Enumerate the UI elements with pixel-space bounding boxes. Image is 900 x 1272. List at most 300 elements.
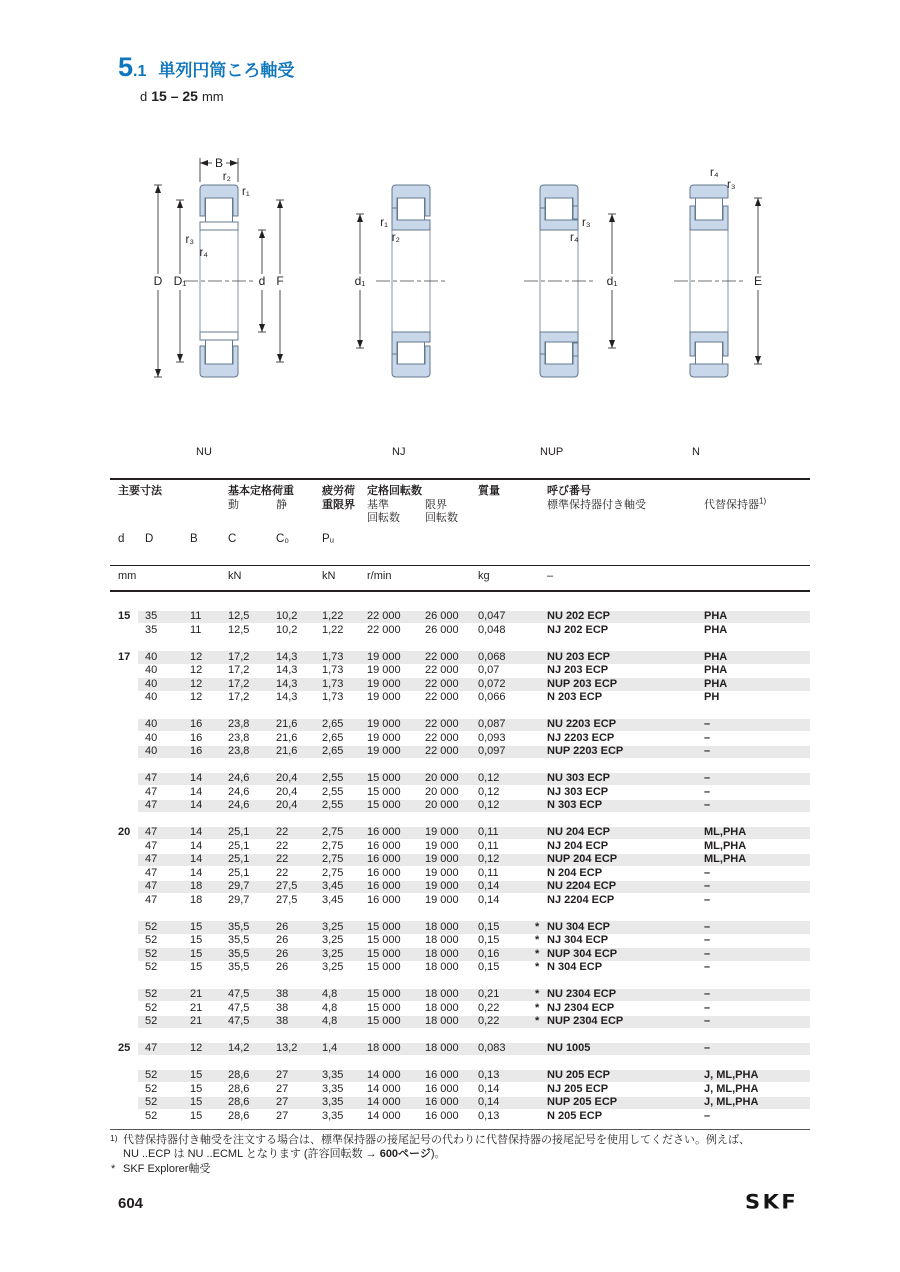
cell-ref-speed: 16 000 xyxy=(367,853,401,865)
cell-alt-cage: ML,PHA xyxy=(704,853,747,865)
cell-ref-speed: 15 000 xyxy=(367,988,401,1000)
cell-fatigue-Pu: 4,8 xyxy=(322,988,338,1000)
cell-static-C0: 38 xyxy=(276,1001,289,1014)
cell-mass: 0,07 xyxy=(478,664,500,676)
cell-fatigue-Pu: 2,55 xyxy=(322,799,344,811)
bore-unit: mm xyxy=(201,89,224,104)
cell-ref-speed: 15 000 xyxy=(367,947,401,960)
footnote-1-line-2-post: )。 xyxy=(430,1148,446,1160)
subheader-lim-speed-1: 限界 xyxy=(425,498,447,511)
cell-static-C0: 10,2 xyxy=(276,610,298,622)
cell-fatigue-Pu: 2,65 xyxy=(322,718,344,730)
cell-static-C0: 14,3 xyxy=(276,650,298,663)
table-row xyxy=(110,880,810,894)
footnote-1-line-2 xyxy=(123,1147,830,1161)
cell-static-C0: 27,5 xyxy=(276,880,298,892)
dim-label-r3: r₃ xyxy=(185,234,194,246)
table-row xyxy=(110,786,810,800)
cell-designation: NU 203 ECP xyxy=(547,650,610,663)
cell-bore-d: 20 xyxy=(118,826,131,838)
cell-static-C0: 20,4 xyxy=(276,772,298,784)
cell-lim-speed: 18 000 xyxy=(425,1042,459,1054)
cell-designation: NU 202 ECP xyxy=(547,610,610,622)
cell-ref-speed: 14 000 xyxy=(367,1082,401,1095)
table-row xyxy=(110,988,810,1002)
cell-dynamic-C: 12,5 xyxy=(228,623,250,636)
cell-mass: 0,21 xyxy=(478,988,500,1000)
cell-mass: 0,097 xyxy=(478,745,506,757)
table-row xyxy=(110,691,810,705)
cell-explorer-star: * xyxy=(535,934,540,946)
cell-ref-speed: 16 000 xyxy=(367,880,401,892)
row-group xyxy=(110,988,810,1029)
cell-width-B: 21 xyxy=(190,988,203,1000)
table-header-rule xyxy=(110,590,810,592)
section-number: 5 xyxy=(118,52,134,82)
table-row xyxy=(110,853,810,867)
cell-static-C0: 21,6 xyxy=(276,745,298,757)
cell-outer-D: 52 xyxy=(145,934,158,946)
cell-outer-D: 47 xyxy=(145,785,158,798)
cell-designation: NJ 2204 ECP xyxy=(547,893,615,906)
cell-static-C0: 22 xyxy=(276,839,289,852)
table-top-rule xyxy=(110,478,810,480)
cell-dynamic-C: 28,6 xyxy=(228,1096,250,1108)
cell-width-B: 14 xyxy=(190,866,203,879)
cell-explorer-star: * xyxy=(535,961,540,973)
cell-alt-cage: – xyxy=(704,1015,711,1027)
cell-outer-D: 52 xyxy=(145,947,158,960)
table-row xyxy=(110,1110,810,1124)
skf-logo: SKF xyxy=(745,1190,799,1214)
cell-fatigue-Pu: 3,25 xyxy=(322,920,344,933)
table-row xyxy=(110,678,810,692)
cell-static-C0: 10,2 xyxy=(276,623,298,636)
cell-fatigue-Pu: 3,35 xyxy=(322,1082,344,1095)
cell-lim-speed: 22 000 xyxy=(425,745,459,757)
cell-width-B: 15 xyxy=(190,961,203,973)
row-group xyxy=(110,1042,810,1056)
cell-designation: N 204 ECP xyxy=(547,866,603,879)
cell-dynamic-C: 35,5 xyxy=(228,934,250,946)
cell-dynamic-C: 35,5 xyxy=(228,920,250,933)
table-row xyxy=(110,745,810,759)
cell-alt-cage: – xyxy=(704,1042,711,1054)
cell-outer-D: 52 xyxy=(145,961,158,973)
cell-dynamic-C: 14,2 xyxy=(228,1042,250,1054)
cell-explorer-star: * xyxy=(535,1015,540,1027)
cell-ref-speed: 19 000 xyxy=(367,650,401,663)
cell-outer-D: 40 xyxy=(145,718,158,730)
cell-width-B: 14 xyxy=(190,799,203,811)
cell-outer-D: 47 xyxy=(145,1042,158,1054)
dim-label-r4: r₄ xyxy=(199,247,208,259)
cell-static-C0: 22 xyxy=(276,826,289,838)
cell-static-C0: 14,3 xyxy=(276,677,298,690)
explorer-star-marker: * xyxy=(111,1163,116,1175)
cell-designation: NU 2304 ECP xyxy=(547,988,617,1000)
table-row xyxy=(110,664,810,678)
cell-mass: 0,22 xyxy=(478,1015,500,1027)
unit-dash: – xyxy=(547,570,554,582)
cell-mass: 0,15 xyxy=(478,920,500,933)
diagram-caption-n: N xyxy=(692,446,700,458)
cell-designation: NU 205 ECP xyxy=(547,1069,610,1081)
section-number-sub: .1 xyxy=(133,63,147,80)
cell-dynamic-C: 17,2 xyxy=(228,650,250,663)
cell-width-B: 15 xyxy=(190,1069,203,1081)
bearing-diagram-nup xyxy=(520,148,640,420)
cell-alt-cage: PHA xyxy=(704,650,728,663)
dim-label-r3: r₃ xyxy=(582,217,591,229)
cell-width-B: 16 xyxy=(190,718,203,730)
cell-fatigue-Pu: 3,25 xyxy=(322,947,344,960)
cell-designation: N 304 ECP xyxy=(547,961,603,973)
cell-designation: NJ 2203 ECP xyxy=(547,731,615,744)
row-group xyxy=(110,718,810,759)
cell-fatigue-Pu: 2,65 xyxy=(322,731,344,744)
cell-mass: 0,11 xyxy=(478,826,499,838)
cell-width-B: 21 xyxy=(190,1001,203,1014)
cell-fatigue-Pu: 2,75 xyxy=(322,853,344,865)
table-row xyxy=(110,1015,810,1029)
cell-lim-speed: 16 000 xyxy=(425,1069,459,1081)
cell-lim-speed: 18 000 xyxy=(425,961,459,973)
cell-mass: 0,087 xyxy=(478,718,506,730)
cell-static-C0: 27 xyxy=(276,1069,289,1081)
cell-lim-speed: 18 000 xyxy=(425,1015,459,1027)
cell-static-C0: 27 xyxy=(276,1109,289,1122)
cell-alt-cage: – xyxy=(704,961,711,973)
cell-dynamic-C: 28,6 xyxy=(228,1109,250,1122)
unit-rmin: r/min xyxy=(367,570,392,582)
table-row xyxy=(110,948,810,962)
cell-designation: NU 2204 ECP xyxy=(547,880,617,892)
cell-ref-speed: 19 000 xyxy=(367,664,401,676)
symbol-Pu: Pᵤ xyxy=(322,533,335,545)
cell-outer-D: 52 xyxy=(145,988,158,1000)
cell-dynamic-C: 23,8 xyxy=(228,718,250,730)
cell-fatigue-Pu: 2,55 xyxy=(322,772,344,784)
cell-fatigue-Pu: 1,22 xyxy=(322,610,344,622)
cell-outer-D: 40 xyxy=(145,677,158,690)
cell-mass: 0,093 xyxy=(478,731,506,744)
cell-designation: N 205 ECP xyxy=(547,1109,603,1122)
diagram-caption-nj: NJ xyxy=(392,446,406,458)
cell-fatigue-Pu: 4,8 xyxy=(322,1001,338,1014)
table-row xyxy=(110,610,810,624)
col-header-mass: 質量 xyxy=(478,485,500,497)
dim-label-d1: d₁ xyxy=(606,274,618,288)
cell-static-C0: 22 xyxy=(276,866,289,879)
cell-width-B: 21 xyxy=(190,1015,203,1027)
cell-width-B: 15 xyxy=(190,934,203,946)
row-group xyxy=(110,826,810,907)
cell-ref-speed: 18 000 xyxy=(367,1042,401,1054)
cell-mass: 0,16 xyxy=(478,947,500,960)
cell-ref-speed: 19 000 xyxy=(367,718,401,730)
subheader-standard-cage: 標準保持器付き軸受 xyxy=(547,498,646,511)
cell-dynamic-C: 17,2 xyxy=(228,677,250,690)
page-number: 604 xyxy=(118,1195,144,1212)
dim-label-d1: d₁ xyxy=(354,274,366,288)
col-header-alt-cage xyxy=(704,496,766,512)
cell-outer-D: 35 xyxy=(145,610,158,622)
dim-label-d: d xyxy=(258,274,266,288)
cell-ref-speed: 15 000 xyxy=(367,920,401,933)
col-header-dimensions: 主要寸法 xyxy=(118,485,162,497)
cell-mass: 0,066 xyxy=(478,691,506,703)
cell-ref-speed: 16 000 xyxy=(367,893,401,906)
cell-ref-speed: 15 000 xyxy=(367,961,401,973)
cell-designation: NUP 205 ECP xyxy=(547,1096,618,1108)
cell-ref-speed: 15 000 xyxy=(367,785,401,798)
cell-ref-speed: 15 000 xyxy=(367,772,401,784)
cell-ref-speed: 15 000 xyxy=(367,1015,401,1027)
cell-fatigue-Pu: 1,73 xyxy=(322,650,344,663)
cell-fatigue-Pu: 1,22 xyxy=(322,623,344,636)
cell-width-B: 18 xyxy=(190,893,203,906)
cell-outer-D: 52 xyxy=(145,1001,158,1014)
dim-label-r2: r₂ xyxy=(391,232,400,244)
cell-width-B: 12 xyxy=(190,664,203,676)
cell-alt-cage: – xyxy=(704,1109,711,1122)
bore-range: 15 – 25 xyxy=(151,88,198,104)
cell-fatigue-Pu: 2,75 xyxy=(322,866,344,879)
cell-fatigue-Pu: 2,75 xyxy=(322,839,344,852)
cell-static-C0: 20,4 xyxy=(276,785,298,798)
cell-mass: 0,22 xyxy=(478,1001,500,1014)
dim-label-D: D xyxy=(153,274,163,288)
col-header-fatigue-2: 重限界 xyxy=(322,498,355,511)
cell-dynamic-C: 47,5 xyxy=(228,988,250,1000)
cell-mass: 0,072 xyxy=(478,677,506,690)
cell-designation: NJ 303 ECP xyxy=(547,785,609,798)
cell-ref-speed: 22 000 xyxy=(367,623,401,636)
cell-designation: NJ 205 ECP xyxy=(547,1082,609,1095)
cell-dynamic-C: 24,6 xyxy=(228,799,250,811)
section-heading xyxy=(118,52,294,83)
table-row xyxy=(110,1069,810,1083)
dim-label-E: E xyxy=(753,274,763,288)
cell-designation: NJ 202 ECP xyxy=(547,623,609,636)
cell-alt-cage: PHA xyxy=(704,677,728,690)
cell-dynamic-C: 47,5 xyxy=(228,1015,250,1027)
cell-mass: 0,047 xyxy=(478,610,506,622)
cell-static-C0: 14,3 xyxy=(276,691,298,703)
cell-fatigue-Pu: 3,45 xyxy=(322,880,344,892)
cell-width-B: 18 xyxy=(190,880,203,892)
cell-width-B: 12 xyxy=(190,1042,203,1054)
cell-explorer-star: * xyxy=(535,1001,540,1014)
cell-width-B: 12 xyxy=(190,677,203,690)
cell-fatigue-Pu: 3,35 xyxy=(322,1109,344,1122)
cell-ref-speed: 16 000 xyxy=(367,826,401,838)
cell-outer-D: 52 xyxy=(145,1015,158,1027)
cell-width-B: 14 xyxy=(190,853,203,865)
cell-width-B: 12 xyxy=(190,691,203,703)
bore-symbol: d xyxy=(140,89,148,104)
cell-ref-speed: 16 000 xyxy=(367,839,401,852)
cell-width-B: 14 xyxy=(190,826,203,838)
cell-alt-cage: – xyxy=(704,866,711,879)
cell-lim-speed: 19 000 xyxy=(425,839,459,852)
table-row xyxy=(110,1096,810,1110)
cell-lim-speed: 22 000 xyxy=(425,731,459,744)
cell-width-B: 15 xyxy=(190,1109,203,1122)
cell-alt-cage: – xyxy=(704,731,711,744)
cell-designation: NU 2203 ECP xyxy=(547,718,617,730)
cell-alt-cage: – xyxy=(704,988,711,1000)
cell-alt-cage: J, ML,PHA xyxy=(704,1096,759,1108)
cell-dynamic-C: 35,5 xyxy=(228,961,250,973)
table-row xyxy=(110,718,810,732)
subheader-ref-speed-1: 基準 xyxy=(367,498,389,511)
cell-designation: NUP 203 ECP xyxy=(547,677,618,690)
cell-mass: 0,12 xyxy=(478,853,500,865)
cell-outer-D: 52 xyxy=(145,1082,158,1095)
cell-dynamic-C: 24,6 xyxy=(228,772,250,784)
cell-outer-D: 40 xyxy=(145,691,158,703)
cell-width-B: 15 xyxy=(190,920,203,933)
cell-ref-speed: 15 000 xyxy=(367,934,401,946)
cell-static-C0: 20,4 xyxy=(276,799,298,811)
cell-ref-speed: 19 000 xyxy=(367,677,401,690)
cell-mass: 0,14 xyxy=(478,893,500,906)
diagram-caption-nup: NUP xyxy=(540,446,564,458)
cell-lim-speed: 18 000 xyxy=(425,988,459,1000)
cell-outer-D: 40 xyxy=(145,664,158,676)
cell-dynamic-C: 28,6 xyxy=(228,1069,250,1081)
cell-designation: NUP 2304 ECP xyxy=(547,1015,624,1027)
cell-outer-D: 52 xyxy=(145,1109,158,1122)
cell-alt-cage: – xyxy=(704,718,711,730)
cell-fatigue-Pu: 3,35 xyxy=(322,1096,344,1108)
table-mid-rule xyxy=(110,565,810,566)
cell-alt-cage: ML,PHA xyxy=(704,839,747,852)
cell-width-B: 16 xyxy=(190,731,203,744)
dim-label-r4: r₄ xyxy=(570,232,579,244)
cell-ref-speed: 14 000 xyxy=(367,1096,401,1108)
unit-kn-1: kN xyxy=(228,570,242,582)
col-header-fatigue-1: 疲労荷 xyxy=(322,485,355,497)
cell-lim-speed: 22 000 xyxy=(425,650,459,663)
cell-mass: 0,12 xyxy=(478,799,500,811)
cell-outer-D: 47 xyxy=(145,853,158,865)
cell-outer-D: 47 xyxy=(145,893,158,906)
cell-dynamic-C: 25,1 xyxy=(228,826,250,838)
cell-alt-cage: PH xyxy=(704,691,720,703)
cell-fatigue-Pu: 4,8 xyxy=(322,1015,338,1027)
cell-dynamic-C: 29,7 xyxy=(228,880,250,892)
cell-explorer-star: * xyxy=(535,947,540,960)
cell-designation: NJ 203 ECP xyxy=(547,664,609,676)
cell-lim-speed: 19 000 xyxy=(425,826,459,838)
cell-mass: 0,14 xyxy=(478,1082,500,1095)
cell-width-B: 14 xyxy=(190,839,203,852)
cell-width-B: 12 xyxy=(190,650,203,663)
cell-fatigue-Pu: 2,75 xyxy=(322,826,344,838)
symbol-C: C xyxy=(228,533,237,545)
cell-dynamic-C: 17,2 xyxy=(228,664,250,676)
cell-alt-cage: J, ML,PHA xyxy=(704,1082,759,1095)
col-header-designation: 呼び番号 xyxy=(547,485,591,497)
cell-static-C0: 27,5 xyxy=(276,893,298,906)
cell-alt-cage: – xyxy=(704,920,711,933)
cell-outer-D: 47 xyxy=(145,880,158,892)
cell-alt-cage: – xyxy=(704,799,711,811)
cell-designation: NU 304 ECP xyxy=(547,920,610,933)
dim-label-r2: r₂ xyxy=(222,171,231,183)
cell-width-B: 16 xyxy=(190,745,203,757)
cell-mass: 0,11 xyxy=(478,839,499,852)
cell-width-B: 11 xyxy=(190,610,202,622)
cell-lim-speed: 19 000 xyxy=(425,866,459,879)
cell-fatigue-Pu: 2,55 xyxy=(322,785,344,798)
symbol-C0: C₀ xyxy=(276,533,290,545)
subheader-static: 静 xyxy=(276,498,287,511)
cell-explorer-star: * xyxy=(535,988,540,1000)
dim-label-r4: r₄ xyxy=(710,167,719,179)
cell-lim-speed: 16 000 xyxy=(425,1109,459,1122)
table-row xyxy=(110,1002,810,1016)
cell-mass: 0,14 xyxy=(478,880,500,892)
cell-fatigue-Pu: 3,45 xyxy=(322,893,344,906)
footnote-1-line-1: 代替保持器付き軸受を注文する場合は、標準保持器の接尾記号の代わりに代替保持器の接尾記号を使用してください。例えば、 xyxy=(123,1134,750,1146)
cell-dynamic-C: 29,7 xyxy=(228,893,250,906)
symbol-B: B xyxy=(190,533,198,545)
cell-lim-speed: 22 000 xyxy=(425,718,459,730)
row-group xyxy=(110,1069,810,1123)
unit-kn-2: kN xyxy=(322,570,336,582)
cell-alt-cage: – xyxy=(704,785,711,798)
cell-width-B: 15 xyxy=(190,1082,203,1095)
cell-static-C0: 38 xyxy=(276,988,289,1000)
cell-ref-speed: 15 000 xyxy=(367,1001,401,1014)
cell-lim-speed: 20 000 xyxy=(425,785,459,798)
cell-outer-D: 52 xyxy=(145,1096,158,1108)
cell-lim-speed: 18 000 xyxy=(425,920,459,933)
bearing-diagram-nu xyxy=(150,148,300,420)
table-row xyxy=(110,732,810,746)
cell-outer-D: 47 xyxy=(145,826,158,838)
footnote-page-ref: → 600ページ xyxy=(365,1148,431,1160)
table-row xyxy=(110,799,810,813)
cell-bore-d: 17 xyxy=(118,650,131,663)
table-row xyxy=(110,1083,810,1097)
cell-designation: NUP 204 ECP xyxy=(547,853,618,865)
cell-alt-cage: J, ML,PHA xyxy=(704,1069,759,1081)
cell-dynamic-C: 17,2 xyxy=(228,691,250,703)
cell-designation: NUP 304 ECP xyxy=(547,947,618,960)
cell-ref-speed: 14 000 xyxy=(367,1069,401,1081)
cell-designation: NU 303 ECP xyxy=(547,772,610,784)
cell-dynamic-C: 47,5 xyxy=(228,1001,250,1014)
cell-ref-speed: 19 000 xyxy=(367,731,401,744)
cell-lim-speed: 18 000 xyxy=(425,1001,459,1014)
cell-fatigue-Pu: 1,4 xyxy=(322,1042,338,1054)
cell-fatigue-Pu: 1,73 xyxy=(322,691,344,703)
table-row xyxy=(110,894,810,908)
cell-designation: NU 204 ECP xyxy=(547,826,610,838)
cell-mass: 0,12 xyxy=(478,785,500,798)
cell-mass: 0,11 xyxy=(478,866,499,879)
cell-static-C0: 27 xyxy=(276,1096,289,1108)
diagram-caption-nu: NU xyxy=(196,446,212,458)
cell-lim-speed: 18 000 xyxy=(425,947,459,960)
cell-designation: NJ 2304 ECP xyxy=(547,1001,615,1014)
dim-label-D1: D₁ xyxy=(173,274,187,288)
